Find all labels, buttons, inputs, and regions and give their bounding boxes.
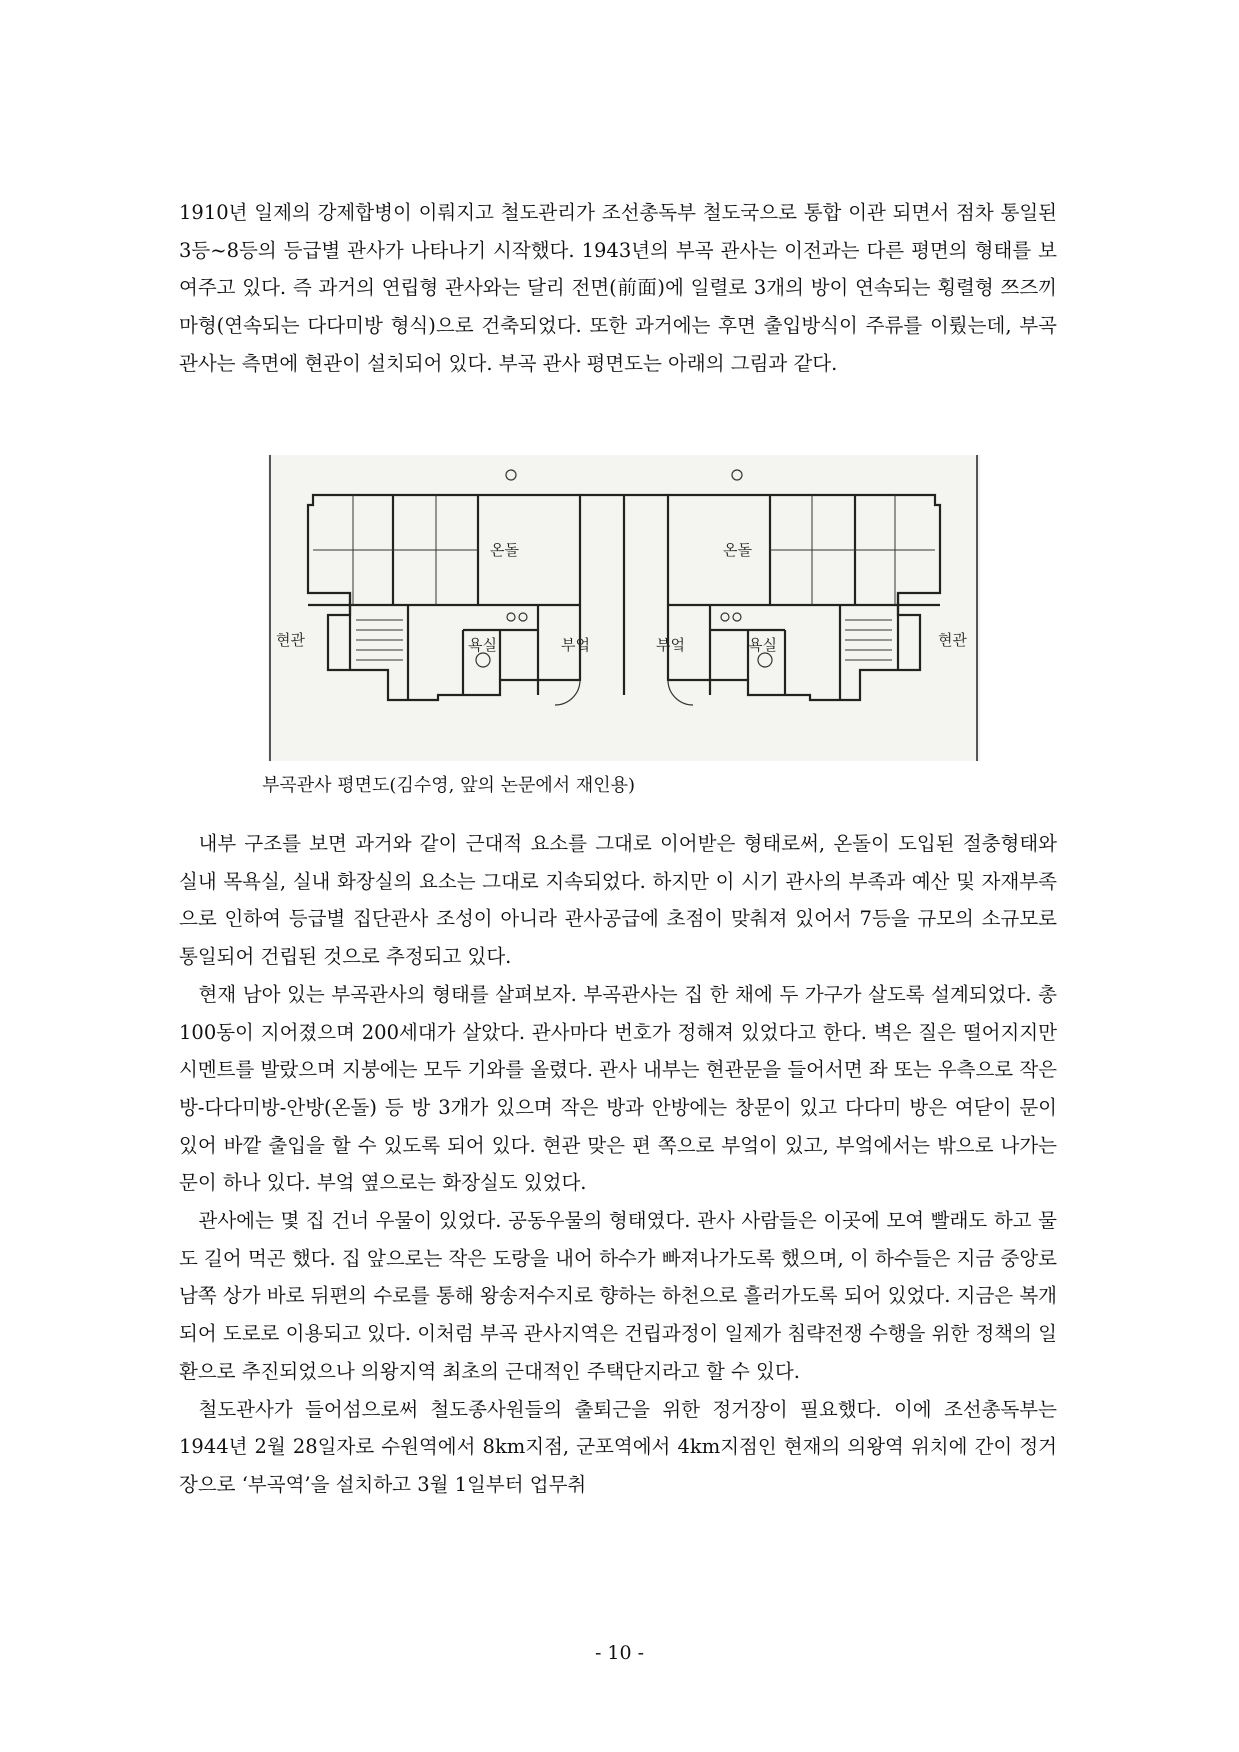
floor-plan-drawing [268,455,980,761]
label-ondol-right: 온돌 [723,541,752,559]
page-number: - 10 - [594,1642,645,1664]
text-block-top [179,194,1057,383]
label-bath-right: 욕실 [748,636,777,654]
paragraph-2: 내부 구조를 보면 과거와 같이 근대적 요소를 그대로 이어받은 형태로써, 온돌이 도입된 절충형태와 실내 목욕실, 실내 화장실의 요소는 그대로 지속되었다. 하지만 이 시기 관사의 부족과 예산 및 자재부족으로 인하여 등급별 집단관사 조성이 아니라 관사공급에 초점이 맞춰져 있어서 7등을 규모의 소규모로 통일되어 건립된 것으로 추정되고 있다. [179,832,1057,969]
label-kitchen-right: 부엌 [656,636,685,654]
floor-plan-figure [268,455,980,761]
label-ondol-left: 온돌 [490,541,519,559]
label-entrance-left: 현관 [276,631,305,649]
paragraph-3: 현재 남아 있는 부곡관사의 형태를 살펴보자. 부곡관사는 집 한 채에 두 가구가 살도록 설계되었다. 총 100동이 지어졌으며 200세대가 살았다. 관사마다 번호가 정해져 있었다고 한다. 벽은 질은 떨어지지만 시멘트를 발랐으며 지붕에는 모두 기와를 올렸다. 관사 내부는 현관문을 들어서면 좌 또는 우측으로 작은 방-다다미방-안방(온돌) 등 방 3개가 있으며 작은 방과 안방에는 창문이 있고 다다미 방은 여닫이 문이 있어 바깥 출입을 할 수 있도록 되어 있다. 현관 맞은 편 쪽으로 부엌이 있고, 부엌에서는 밖으로 나가는 문이 하나 있다. 부엌 옆으로는 화장실도 있었다. [179,982,1057,1195]
paragraph-1: 1910년 일제의 강제합병이 이뤄지고 철도관리가 조선총독부 철도국으로 통합 이관 되면서 점차 통일된 3등~8등의 등급별 관사가 나타나기 시작했다. 1943년의 부곡 관사는 이전과는 다른 평면의 형태를 보여주고 있다. 즉 과거의 연립형 관사와는 달리 전면(前面)에 일렬로 3개의 방이 연속되는 횡렬형 쯔즈끼마형(연속되는 다다미방 형식)으로 건축되었다. 또한 과거에는 후면 출입방식이 주류를 이뤘는데, 부곡 관사는 측면에 현관이 설치되어 있다. 부곡 관사 평면도는 아래의 그림과 같다. [179,201,1057,375]
label-kitchen-left: 부엌 [561,636,590,654]
label-bath-left: 욕실 [468,636,497,654]
paragraph-5: 철도관사가 들어섬으로써 철도종사원들의 출퇴근을 위한 정거장이 필요했다. 이에 조선총독부는 1944년 2월 28일자로 수원역에서 8km지점, 군포역에서 4km지점인 현재의 의왕역 위치에 간이 정거장으로 ‘부곡역’을 설치하고 3월 1일부터 업무취 [179,1397,1057,1496]
label-entrance-right: 현관 [938,631,967,649]
figure-caption: 부곡관사 평면도(김수영, 앞의 논문에서 재인용) [262,775,636,796]
text-block-bottom [179,825,1057,1504]
paragraph-4: 관사에는 몇 집 건너 우물이 있었다. 공동우물의 형태였다. 관사 사람들은 이곳에 모여 빨래도 하고 물도 길어 먹곤 했다. 집 앞으로는 작은 도랑을 내어 하수가 빠져나가도록 했으며, 이 하수들은 지금 중앙로 남쪽 상가 바로 뒤편의 수로를 통해 왕송저수지로 향하는 하천으로 흘러가도록 되어 있었다. 지금은 복개되어 도로로 이용되고 있다. 이처럼 부곡 관사지역은 건립과정이 일제가 침략전쟁 수행을 위한 정책의 일환으로 추진되었으나 의왕지역 최초의 근대적인 주택단지라고 할 수 있다. [179,1209,1057,1383]
